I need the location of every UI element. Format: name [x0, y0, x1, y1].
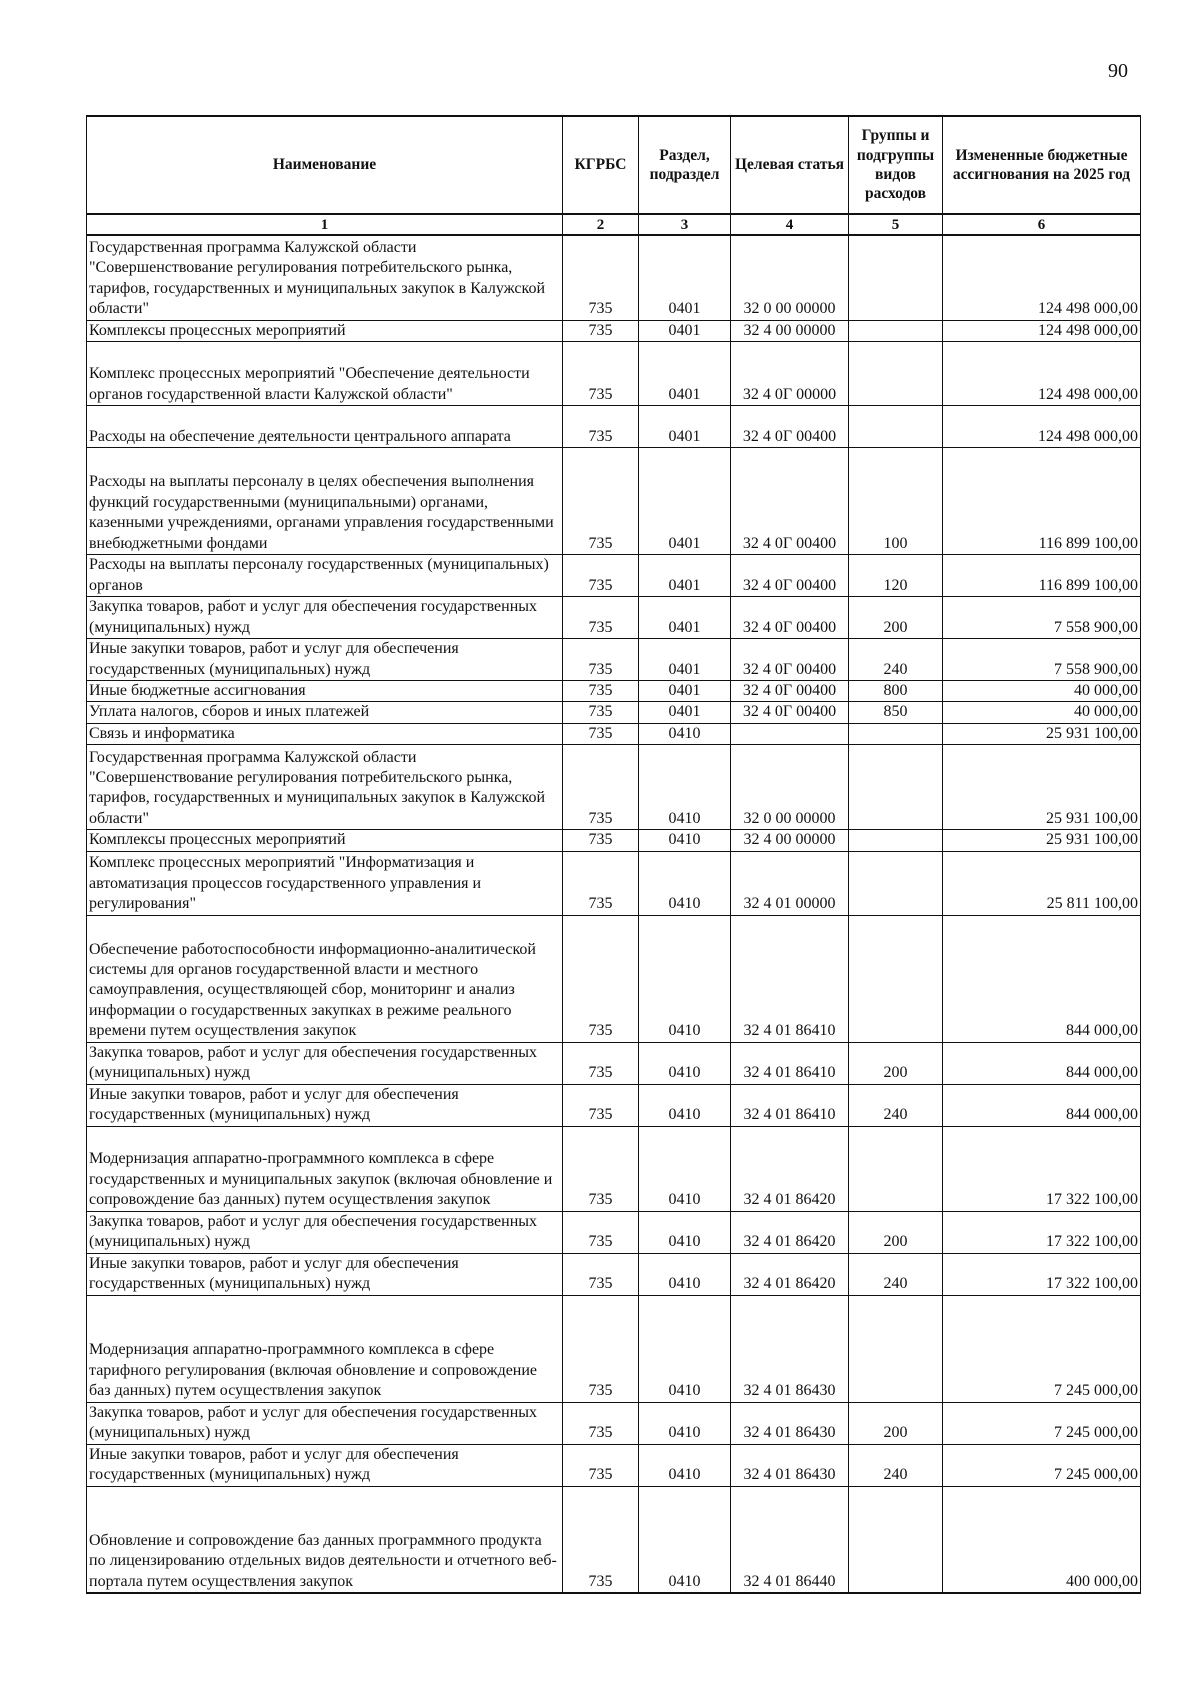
row-name: Модернизация аппаратно-программного комплекса в сфере тарифного регулирования (включая обновление и сопровождение баз данных) путем осуществления закупок	[87, 1295, 563, 1402]
row-section: 0410	[639, 1126, 731, 1211]
table-row	[87, 723, 1141, 744]
row-kgrbs: 735	[563, 405, 639, 447]
table-row	[87, 680, 1141, 701]
row-amount: 7 245 000,00	[943, 1295, 1141, 1402]
row-kgrbs: 735	[563, 1084, 639, 1126]
row-amount: 17 322 100,00	[943, 1211, 1141, 1253]
row-name: Иные закупки товаров, работ и услуг для обеспечения государственных (муниципальных) нужд	[87, 1084, 563, 1126]
row-expense-group: 200	[849, 596, 943, 638]
column-number: 2	[563, 214, 639, 235]
row-expense-group: 200	[849, 1042, 943, 1084]
row-target-article: 32 4 0Г 00400	[731, 554, 849, 596]
row-expense-group	[849, 320, 943, 341]
row-target-article: 32 4 01 00000	[731, 851, 849, 915]
row-expense-group: 120	[849, 554, 943, 596]
table-header-row	[87, 116, 1141, 214]
row-section: 0410	[639, 1253, 731, 1295]
table-row	[87, 1402, 1141, 1444]
row-amount: 124 498 000,00	[943, 235, 1141, 320]
row-amount: 25 931 100,00	[943, 723, 1141, 744]
row-name: Закупка товаров, работ и услуг для обеспечения государственных (муниципальных) нужд	[87, 1402, 563, 1444]
row-kgrbs: 735	[563, 745, 639, 830]
row-target-article: 32 0 00 00000	[731, 745, 849, 830]
row-target-article: 32 4 00 00000	[731, 320, 849, 341]
row-target-article: 32 4 01 86420	[731, 1126, 849, 1211]
table-row	[87, 235, 1141, 320]
table-row	[87, 1295, 1141, 1402]
row-kgrbs: 735	[563, 1402, 639, 1444]
row-name: Иные закупки товаров, работ и услуг для обеспечения государственных (муниципальных) нужд	[87, 638, 563, 680]
header-expense-group: Группы и подгруппы видов расходов	[849, 116, 943, 214]
row-amount: 124 498 000,00	[943, 405, 1141, 447]
row-expense-group	[849, 1295, 943, 1402]
row-target-article	[731, 723, 849, 744]
row-target-article: 32 4 00 00000	[731, 830, 849, 851]
row-kgrbs: 735	[563, 723, 639, 744]
row-expense-group: 200	[849, 1402, 943, 1444]
row-kgrbs: 735	[563, 851, 639, 915]
row-expense-group	[849, 405, 943, 447]
row-expense-group	[849, 341, 943, 405]
row-target-article: 32 4 01 86440	[731, 1486, 849, 1593]
row-name: Закупка товаров, работ и услуг для обеспечения государственных (муниципальных) нужд	[87, 1042, 563, 1084]
table-row	[87, 447, 1141, 554]
table-row	[87, 1253, 1141, 1295]
row-amount: 7 558 900,00	[943, 596, 1141, 638]
row-expense-group	[849, 723, 943, 744]
row-target-article: 32 4 01 86430	[731, 1444, 849, 1486]
row-name: Расходы на выплаты персоналу в целях обеспечения выполнения функций государственными (муниципальными) органами, казенными учреждениями, органами управления государственными внебюджетными фондами	[87, 447, 563, 554]
row-section: 0401	[639, 638, 731, 680]
row-expense-group: 200	[849, 1211, 943, 1253]
row-name: Расходы на обеспечение деятельности центрального аппарата	[87, 405, 563, 447]
row-target-article: 32 4 01 86420	[731, 1211, 849, 1253]
row-target-article: 32 4 01 86430	[731, 1295, 849, 1402]
row-target-article: 32 4 0Г 00400	[731, 702, 849, 723]
row-name: Закупка товаров, работ и услуг для обеспечения государственных (муниципальных) нужд	[87, 596, 563, 638]
row-kgrbs: 735	[563, 638, 639, 680]
header-target-article: Целевая статья	[731, 116, 849, 214]
row-kgrbs: 735	[563, 1253, 639, 1295]
row-expense-group	[849, 1486, 943, 1593]
row-kgrbs: 735	[563, 680, 639, 701]
row-section: 0410	[639, 915, 731, 1042]
table-row	[87, 702, 1141, 723]
header-kgrbs: КГРБС	[563, 116, 639, 214]
row-section: 0410	[639, 723, 731, 744]
row-amount: 7 245 000,00	[943, 1402, 1141, 1444]
page-number: 90	[1108, 60, 1128, 82]
row-section: 0401	[639, 235, 731, 320]
row-amount: 124 498 000,00	[943, 341, 1141, 405]
row-name: Иные закупки товаров, работ и услуг для обеспечения государственных (муниципальных) нужд	[87, 1253, 563, 1295]
row-expense-group	[849, 235, 943, 320]
table-body	[87, 235, 1141, 1593]
table-row	[87, 1211, 1141, 1253]
row-amount: 400 000,00	[943, 1486, 1141, 1593]
row-name: Иные закупки товаров, работ и услуг для обеспечения государственных (муниципальных) нужд	[87, 1444, 563, 1486]
header-section: Раздел, подраздел	[639, 116, 731, 214]
row-section: 0410	[639, 1444, 731, 1486]
row-kgrbs: 735	[563, 596, 639, 638]
row-target-article: 32 0 00 00000	[731, 235, 849, 320]
row-expense-group	[849, 830, 943, 851]
row-name: Комплекс процессных мероприятий "Обеспечение деятельности органов государственной власти Калужской области"	[87, 341, 563, 405]
row-name: Модернизация аппаратно-программного комплекса в сфере государственных и муниципальных закупок (включая обновление и сопровождение баз данных) путем осуществления закупок	[87, 1126, 563, 1211]
row-target-article: 32 4 0Г 00400	[731, 447, 849, 554]
row-section: 0401	[639, 405, 731, 447]
row-expense-group: 800	[849, 680, 943, 701]
row-expense-group	[849, 1126, 943, 1211]
row-amount: 7 558 900,00	[943, 638, 1141, 680]
row-section: 0410	[639, 745, 731, 830]
table-row	[87, 638, 1141, 680]
row-target-article: 32 4 01 86430	[731, 1402, 849, 1444]
row-kgrbs: 735	[563, 1486, 639, 1593]
row-expense-group: 100	[849, 447, 943, 554]
row-section: 0410	[639, 1084, 731, 1126]
row-kgrbs: 735	[563, 1444, 639, 1486]
row-amount: 844 000,00	[943, 1084, 1141, 1126]
column-number: 1	[87, 214, 563, 235]
row-name: Уплата налогов, сборов и иных платежей	[87, 702, 563, 723]
table-row	[87, 745, 1141, 830]
row-section: 0410	[639, 1042, 731, 1084]
column-number: 6	[943, 214, 1141, 235]
row-section: 0410	[639, 851, 731, 915]
row-kgrbs: 735	[563, 235, 639, 320]
row-kgrbs: 735	[563, 915, 639, 1042]
row-kgrbs: 735	[563, 1211, 639, 1253]
table-row	[87, 1444, 1141, 1486]
column-number: 3	[639, 214, 731, 235]
row-amount: 25 931 100,00	[943, 745, 1141, 830]
table-row	[87, 1042, 1141, 1084]
row-name: Иные бюджетные ассигнования	[87, 680, 563, 701]
row-name: Государственная программа Калужской области "Совершенствование регулирования потребительского рынка, тарифов, государственных и муниципальных закупок в Калужской области"	[87, 745, 563, 830]
row-kgrbs: 735	[563, 1295, 639, 1402]
column-number-row	[87, 214, 1141, 235]
row-expense-group: 240	[849, 1444, 943, 1486]
row-kgrbs: 735	[563, 1126, 639, 1211]
row-expense-group: 240	[849, 638, 943, 680]
budget-allocation-table	[86, 115, 1141, 1594]
row-amount: 7 245 000,00	[943, 1444, 1141, 1486]
row-expense-group	[849, 851, 943, 915]
row-target-article: 32 4 01 86410	[731, 1084, 849, 1126]
row-target-article: 32 4 01 86420	[731, 1253, 849, 1295]
row-target-article: 32 4 0Г 00400	[731, 405, 849, 447]
row-section: 0410	[639, 1486, 731, 1593]
row-expense-group	[849, 915, 943, 1042]
table-row	[87, 1486, 1141, 1593]
row-section: 0401	[639, 702, 731, 723]
row-section: 0410	[639, 1402, 731, 1444]
row-name: Комплекс процессных мероприятий "Информатизация и автоматизация процессов государственного управления и регулирования"	[87, 851, 563, 915]
row-amount: 40 000,00	[943, 702, 1141, 723]
row-amount: 116 899 100,00	[943, 447, 1141, 554]
header-amount: Измененные бюджетные ассигнования на 2025 год	[943, 116, 1141, 214]
row-section: 0410	[639, 1211, 731, 1253]
row-section: 0401	[639, 596, 731, 638]
table-row	[87, 554, 1141, 596]
row-expense-group: 240	[849, 1084, 943, 1126]
row-name: Связь и информатика	[87, 723, 563, 744]
row-amount: 844 000,00	[943, 915, 1141, 1042]
row-target-article: 32 4 0Г 00400	[731, 680, 849, 701]
row-section: 0401	[639, 680, 731, 701]
column-number: 5	[849, 214, 943, 235]
table-row	[87, 405, 1141, 447]
column-number: 4	[731, 214, 849, 235]
row-expense-group: 240	[849, 1253, 943, 1295]
table-row	[87, 851, 1141, 915]
row-kgrbs: 735	[563, 830, 639, 851]
row-amount: 25 931 100,00	[943, 830, 1141, 851]
row-kgrbs: 735	[563, 320, 639, 341]
row-kgrbs: 735	[563, 1042, 639, 1084]
row-amount: 40 000,00	[943, 680, 1141, 701]
table-row	[87, 1126, 1141, 1211]
row-amount: 844 000,00	[943, 1042, 1141, 1084]
table-row	[87, 596, 1141, 638]
row-name: Комплексы процессных мероприятий	[87, 320, 563, 341]
row-amount: 17 322 100,00	[943, 1253, 1141, 1295]
row-section: 0401	[639, 341, 731, 405]
row-kgrbs: 735	[563, 447, 639, 554]
row-section: 0401	[639, 320, 731, 341]
row-target-article: 32 4 0Г 00000	[731, 341, 849, 405]
table-row	[87, 830, 1141, 851]
header-name: Наименование	[87, 116, 563, 214]
row-expense-group	[849, 745, 943, 830]
table-row	[87, 1084, 1141, 1126]
row-amount: 124 498 000,00	[943, 320, 1141, 341]
row-section: 0410	[639, 830, 731, 851]
row-section: 0401	[639, 447, 731, 554]
row-name: Расходы на выплаты персоналу государственных (муниципальных) органов	[87, 554, 563, 596]
row-kgrbs: 735	[563, 702, 639, 723]
table-row	[87, 915, 1141, 1042]
row-section: 0401	[639, 554, 731, 596]
table-row	[87, 320, 1141, 341]
row-target-article: 32 4 01 86410	[731, 1042, 849, 1084]
row-name: Комплексы процессных мероприятий	[87, 830, 563, 851]
row-kgrbs: 735	[563, 341, 639, 405]
row-name: Обеспечение работоспособности информационно-аналитической системы для органов государственной власти и местного самоуправления, осуществляющей сбор, мониторинг и анализ информации о государственных закупках в режиме реального времени путем осуществления закупок	[87, 915, 563, 1042]
row-target-article: 32 4 01 86410	[731, 915, 849, 1042]
row-target-article: 32 4 0Г 00400	[731, 638, 849, 680]
row-kgrbs: 735	[563, 554, 639, 596]
row-target-article: 32 4 0Г 00400	[731, 596, 849, 638]
row-name: Обновление и сопровождение баз данных программного продукта по лицензированию отдельных видов деятельности и отчетного веб-портала путем осуществления закупок	[87, 1486, 563, 1593]
row-name: Закупка товаров, работ и услуг для обеспечения государственных (муниципальных) нужд	[87, 1211, 563, 1253]
row-amount: 25 811 100,00	[943, 851, 1141, 915]
row-section: 0410	[639, 1295, 731, 1402]
row-expense-group: 850	[849, 702, 943, 723]
row-amount: 17 322 100,00	[943, 1126, 1141, 1211]
table-row	[87, 341, 1141, 405]
row-name: Государственная программа Калужской области "Совершенствование регулирования потребительского рынка, тарифов, государственных и муниципальных закупок в Калужской области"	[87, 235, 563, 320]
row-amount: 116 899 100,00	[943, 554, 1141, 596]
